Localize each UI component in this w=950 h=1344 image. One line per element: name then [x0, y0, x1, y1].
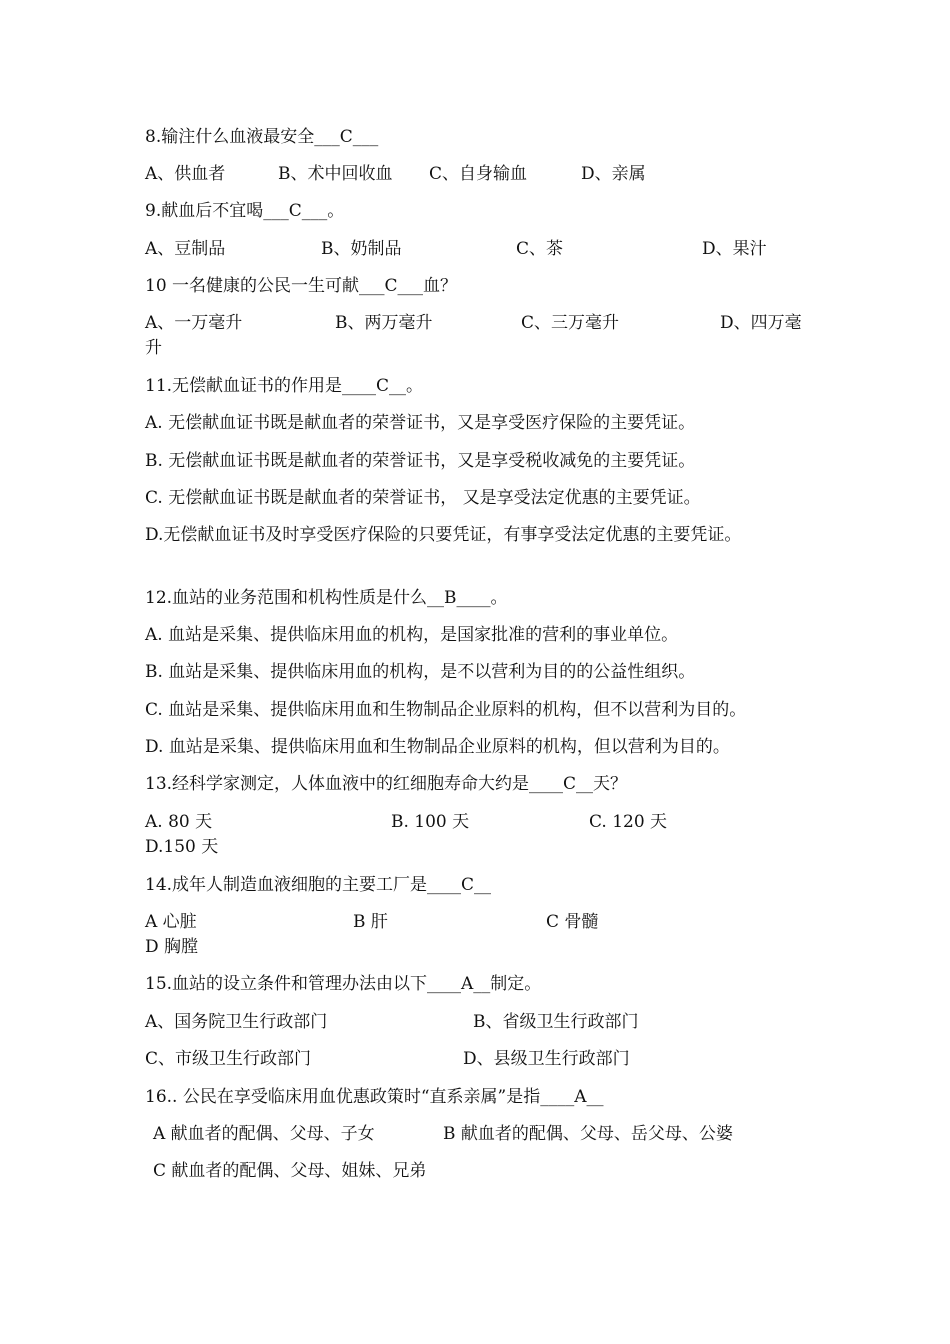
question-10-option-d-wrap: 升	[145, 338, 162, 358]
question-9-stem: 9.献血后不宜喝___C___。	[145, 201, 345, 221]
question-12-stem: 12.血站的业务范围和机构性质是什么__B____。	[145, 588, 508, 608]
question-11-option-c: C. 无偿献血证书既是献血者的荣誉证书， 又是享受法定优惠的主要凭证。	[145, 488, 701, 508]
question-10-stem: 10 一名健康的公民一生可献___C___血？	[145, 276, 458, 296]
option-c: C、茶	[516, 239, 564, 259]
option-a: A、一万毫升	[145, 313, 243, 333]
question-11-option-d: D.无偿献血证书及时享受医疗保险的只要凭证，有事享受法定优惠的主要凭证。	[145, 525, 742, 545]
option-b: B 献血者的配偶、父母、岳父母、公婆	[443, 1124, 733, 1144]
question-13-stem: 13.经科学家测定，人体血液中的红细胞寿命大约是____C__天？	[145, 774, 628, 794]
option-a: A、国务院卫生行政部门	[145, 1012, 328, 1032]
option-c: C、三万毫升	[521, 313, 620, 333]
option-b: B、省级卫生行政部门	[473, 1012, 639, 1032]
option-d: D、亲属	[581, 164, 646, 184]
question-13-option-d: D.150 天	[145, 837, 219, 857]
question-12-option-c: C. 血站是采集、提供临床用血和生物制品企业原料的机构，但不以营利为目的。	[145, 700, 747, 720]
option-a: A、豆制品	[145, 239, 226, 259]
option-b: B、两万毫升	[335, 313, 433, 333]
option-a: A 心脏	[145, 912, 197, 932]
option-a: A、供血者	[145, 164, 226, 184]
option-a: A. 80 天	[145, 812, 213, 832]
option-d: D、四万毫	[720, 313, 802, 333]
option-b: B 肝	[353, 912, 388, 932]
question-10-options	[145, 311, 845, 335]
option-c: C、自身输血	[429, 164, 528, 184]
question-12-option-a: A. 血站是采集、提供临床用血的机构，是国家批准的营利的事业单位。	[145, 625, 679, 645]
option-d: D、果汁	[702, 239, 767, 259]
question-15-options-row1	[145, 1010, 845, 1034]
option-c: C、市级卫生行政部门	[145, 1049, 312, 1069]
option-b: B、术中回收血	[278, 164, 393, 184]
option-d: D、县级卫生行政部门	[463, 1049, 630, 1069]
question-15-options-row2	[145, 1047, 845, 1071]
question-14-stem: 14.成年人制造血液细胞的主要工厂是____C__	[145, 875, 492, 895]
question-11-stem: 11.无偿献血证书的作用是____C__。	[145, 376, 424, 396]
option-c: C 骨髓	[546, 912, 599, 932]
option-b: B. 100 天	[391, 812, 470, 832]
question-11-option-b: B. 无偿献血证书既是献血者的荣誉证书，又是享受税收减免的主要凭证。	[145, 451, 696, 471]
question-9-options	[145, 237, 845, 261]
question-8-stem: 8.输注什么血液最安全___C___	[145, 127, 379, 147]
option-c: C 献血者的配偶、父母、姐妹、兄弟	[153, 1161, 427, 1181]
question-16-options-row1	[145, 1122, 845, 1146]
question-13-options	[145, 810, 845, 834]
question-12-option-d: D. 血站是采集、提供临床用血和生物制品企业原料的机构，但以营利为目的。	[145, 737, 730, 757]
option-b: B、奶制品	[321, 239, 402, 259]
question-15-stem: 15.血站的设立条件和管理办法由以下____A__制定。	[145, 974, 542, 994]
question-12-option-b: B. 血站是采集、提供临床用血的机构，是不以营利为目的的公益性组织。	[145, 662, 696, 682]
question-14-options	[145, 910, 845, 934]
option-c: C. 120 天	[589, 812, 668, 832]
question-14-option-d: D 胸膛	[145, 937, 199, 957]
question-8-options	[145, 162, 845, 186]
option-a: A 献血者的配偶、父母、子女	[153, 1124, 375, 1144]
question-16-stem: 16.. 公民在享受临床用血优惠政策时“直系亲属”是指____A__	[145, 1087, 604, 1107]
question-16-options-row2	[145, 1159, 845, 1183]
question-11-option-a: A. 无偿献血证书既是献血者的荣誉证书，又是享受医疗保险的主要凭证。	[145, 413, 696, 433]
